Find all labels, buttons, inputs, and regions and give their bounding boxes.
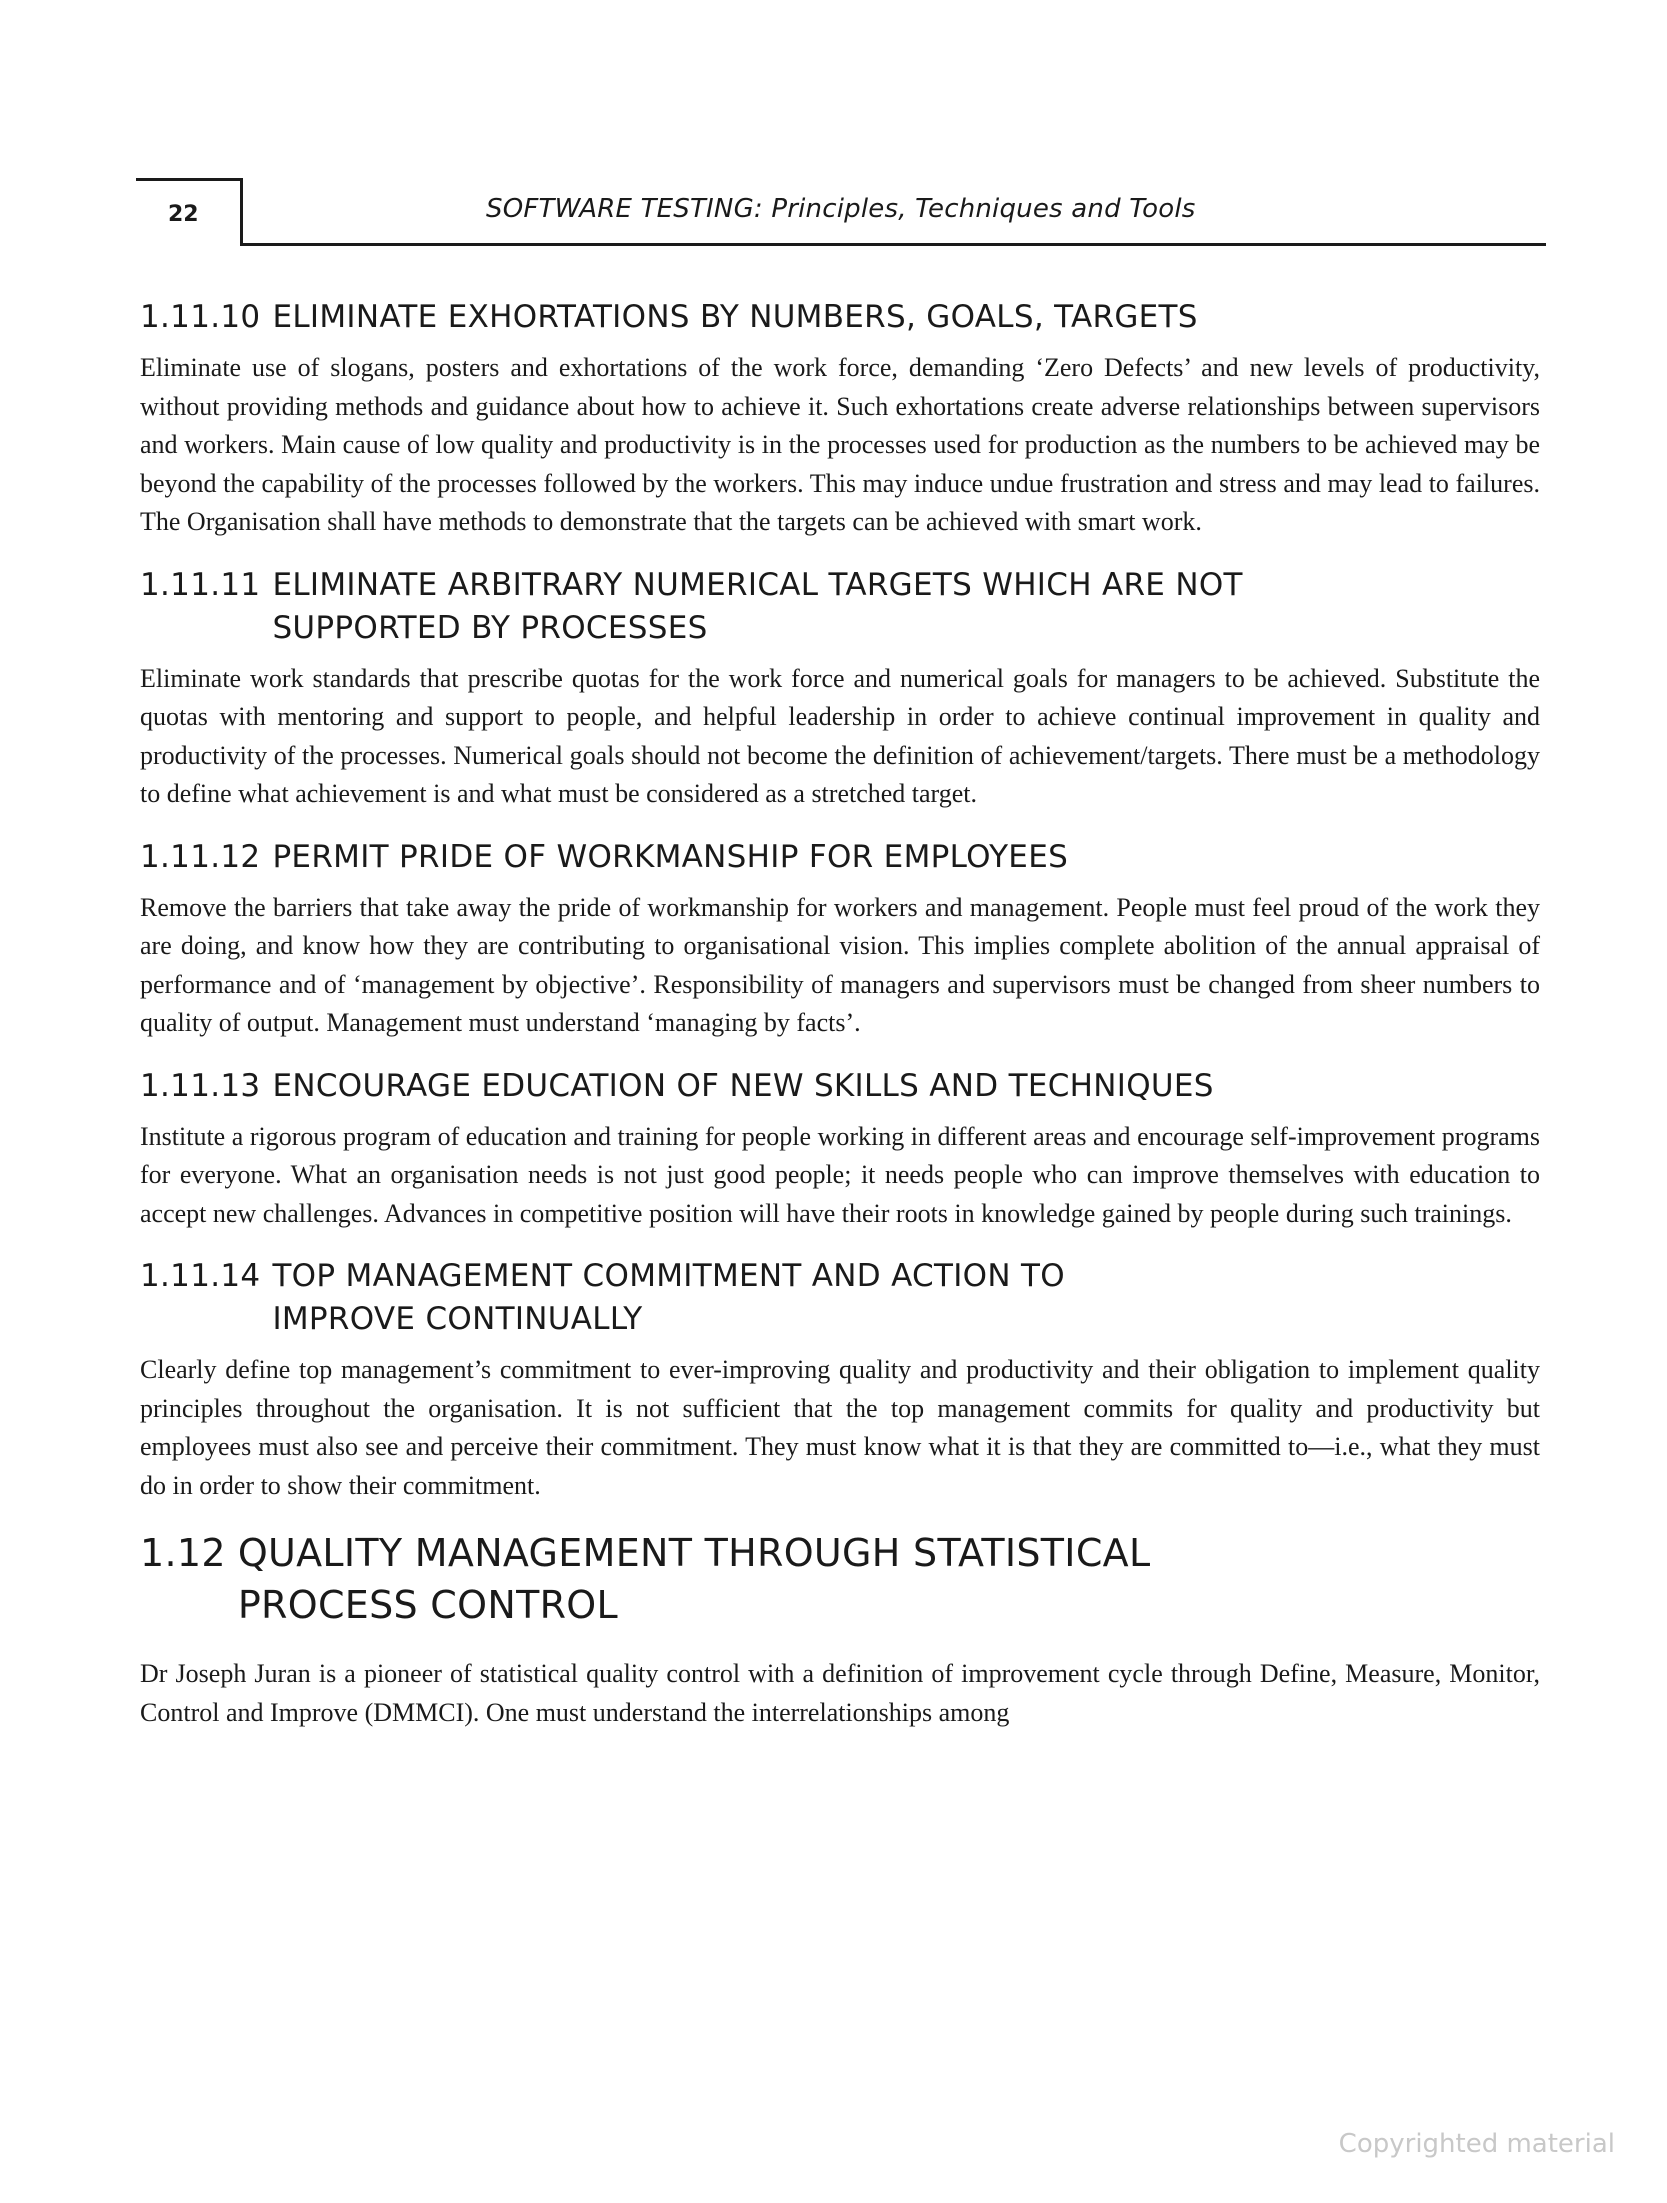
section-number: 1.11.10 [140, 299, 261, 335]
section-paragraph: Eliminate use of slogans, posters and exhortations of the work force, demanding ‘Zero Defects’ and new levels of productivity, without providing methods and guidance about how to achieve it. Such exhortations create adverse relationships between supervisors and workers. Main cause of low quality and productivity is in the processes used for production as the numbers to be achieved may be beyond the capability of the processes followed by the workers. This may induce undue frustration and stress and may lead to failures. The Organisation shall have methods to demonstrate that the targets can be achieved with smart work. [140, 353, 1540, 536]
running-title: SOFTWARE TESTING: Principles, Techniques and Tools [486, 194, 1196, 224]
copyright-watermark: Copyrighted material [1338, 2129, 1615, 2159]
section-title: ELIMINATE ARBITRARY NUMERICAL TARGETS WHICH ARE NOT SUPPORTED BY PROCESSES [272, 566, 1243, 646]
running-header [136, 178, 1546, 246]
header-rule-bottom [240, 243, 1546, 246]
section-heading-1-11-11 [140, 564, 1540, 650]
section-paragraph: Remove the barriers that take away the pride of workmanship for workers and management. People must feel proud of the work they are doing, and know how they are contributing to organisational vision. This implies complete abolition of the annual appraisal of performance and of ‘management by objective’. Responsibility of managers and supervisors must be changed from sheer numbers to quality of output. Management must understand ‘managing by facts’. [140, 892, 1540, 1037]
section-title: ELIMINATE EXHORTATIONS BY NUMBERS, GOALS, TARGETS [272, 299, 1198, 335]
section-title: TOP MANAGEMENT COMMITMENT AND ACTION TO IMPROVE CONTINUALLY [272, 1258, 1065, 1337]
section-paragraph: Eliminate work standards that prescribe quotas for the work force and numerical goals for managers to be achieved. Substitute the quotas with mentoring and support to people, and helpful leadership in order to achieve continual improvement in quality and productivity of the processes. Numerical goals should not become the definition of achievement/targets. There must be a methodology to define what achievement is and what must be considered as a stretched target. [140, 663, 1540, 808]
page-number: 22 [168, 202, 199, 227]
section-title: ENCOURAGE EDUCATION OF NEW SKILLS AND TECHNIQUES [272, 1067, 1214, 1104]
section-number: 1.12 [140, 1531, 226, 1575]
section-heading-1-11-14 [140, 1255, 1540, 1341]
section-number: 1.11.12 [140, 838, 261, 875]
header-rule-top [136, 178, 242, 181]
section-paragraph: Clearly define top management’s commitment to ever-improving quality and productivity and their obligation to implement quality principles throughout the organisation. It is not sufficient that the top management commits for quality and productivity but employees must also see and perceive their commitment. They must know what it is that they are committed to—i.e., what they must do in order to show their commitment. [140, 1355, 1540, 1500]
section-number: 1.11.11 [140, 566, 261, 603]
section-title: PERMIT PRIDE OF WORKMANSHIP FOR EMPLOYEES [272, 838, 1069, 875]
section-number: 1.11.14 [140, 1258, 261, 1294]
page-body [140, 296, 1540, 1754]
header-rule-vertical [240, 178, 243, 246]
section-paragraph: Institute a rigorous program of education and training for people working in different areas and encourage self-improvement programs for everyone. What an organisation needs is not just good people; it needs people who can improve themselves with education to accept new challenges. Advances in competitive position will have their roots in knowledge gained by people during such trainings. [140, 1121, 1540, 1228]
section-heading-1-11-13 [140, 1065, 1540, 1108]
section-title: QUALITY MANAGEMENT THROUGH STATISTICAL PROCESS CONTROL [237, 1531, 1151, 1627]
section-heading-1-12 [140, 1527, 1540, 1631]
section-number: 1.11.13 [140, 1067, 261, 1104]
section-heading-1-11-10 [140, 296, 1540, 339]
section-heading-1-11-12 [140, 836, 1540, 879]
section-paragraph: Dr Joseph Juran is a pioneer of statistical quality control with a definition of improvement cycle through Define, Measure, Monitor, Control and Improve (DMMCI). One must understand the interrelationships among [140, 1659, 1540, 1727]
